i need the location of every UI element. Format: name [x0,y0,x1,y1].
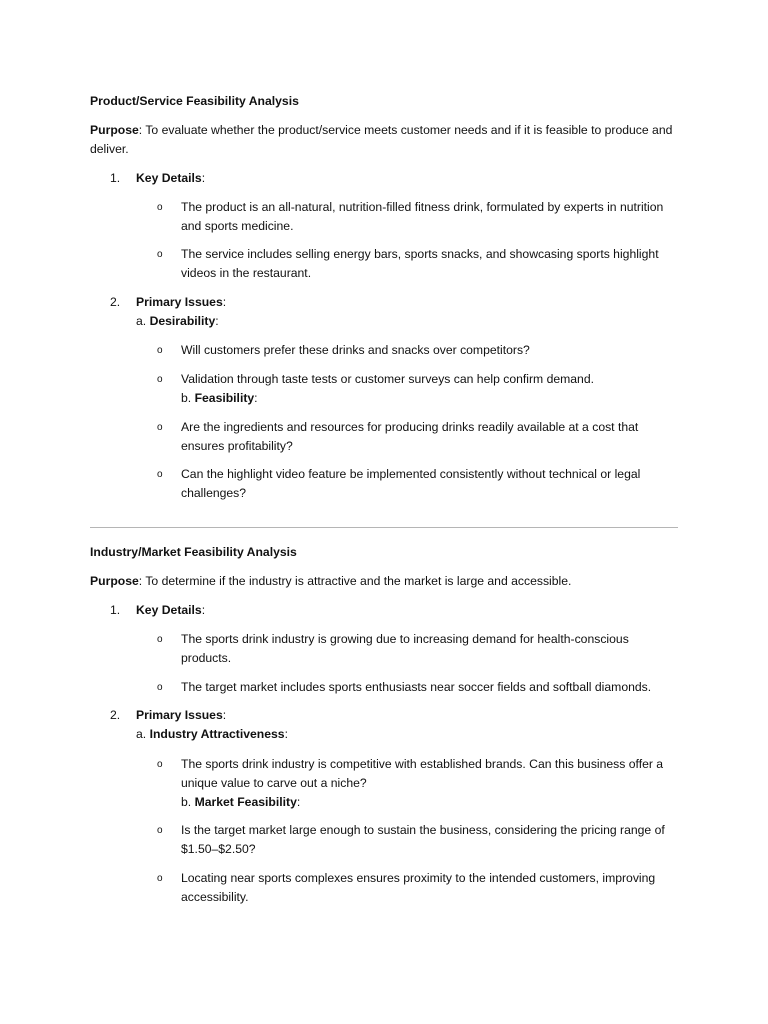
list-item: The target market includes sports enthusiasts near soccer fields and softball diamonds. [181,680,652,694]
key-details-heading: Key Details: [136,603,206,617]
list-item: Is the target market large enough to sustain the business, considering the pricing range of $1.50–$2.50? [181,823,665,856]
list-item: Can the highlight video feature be implemented consistently without technical or legal challenges? [181,467,641,500]
list-item: Will customers prefer these drinks and snacks over competitors? [181,343,530,357]
list-item: The product is an all-natural, nutrition-filled fitness drink, formulated by experts in nutrition and sports medicine. [181,200,664,233]
list-item: Are the ingredients and resources for producing drinks readily available at a cost that ensures profitability? [181,420,639,453]
section-1-title: Product/Service Feasibility Analysis [90,94,299,108]
key-details-heading: Key Details: [136,171,206,185]
industry-attractiveness-label: Industry Attractiveness [149,727,285,741]
list-number: 1. [110,171,121,185]
bullet-icon: o [157,422,163,433]
bullet-icon: o [157,634,163,645]
bullet-icon: o [157,345,163,356]
list-number: 2. [110,295,121,309]
purpose-text: : To evaluate whether the product/service meets customer needs and if it is feasible to produce and deliver. [90,123,673,156]
list-number: 2. [110,708,121,722]
bullet-icon: o [157,469,163,480]
primary-issues-heading: Primary Issues: a. Desirability: [136,295,227,328]
section-2-title: Industry/Market Feasibility Analysis [90,545,297,559]
section-2-purpose [90,572,680,591]
list-item: The sports drink industry is growing due to increasing demand for health-conscious products. [181,632,629,665]
bullet-icon: o [157,249,163,260]
list-item: The service includes selling energy bars, sports snacks, and showcasing sports highlight videos in the restaurant. [181,247,659,280]
purpose-label: Purpose [90,574,139,588]
bullet-icon: o [157,682,163,693]
list-item: Validation through taste tests or customer surveys can help confirm demand. b. Feasibility: [181,372,594,405]
feasibility-label: Feasibility [194,391,255,405]
list-number: 1. [110,603,121,617]
bullet-icon: o [157,202,163,213]
section-1-purpose [90,121,680,159]
primary-issues-heading: Primary Issues: a. Industry Attractiveness: [136,708,288,741]
section-divider [90,527,678,528]
purpose-label: Purpose [90,123,139,137]
list-item: The sports drink industry is competitive with established brands. Can this business offer a unique value to carve out a niche? b. Market Feasibility: [181,757,664,809]
purpose-text: : To determine if the industry is attractive and the market is large and accessible. [138,574,572,588]
bullet-icon: o [157,374,163,385]
bullet-icon: o [157,759,163,770]
market-feasibility-label: Market Feasibility [194,795,297,809]
desirability-label: Desirability [149,314,216,328]
list-item: Locating near sports complexes ensures proximity to the intended customers, improving accessibility. [181,871,656,904]
bullet-icon: o [157,825,163,836]
bullet-icon: o [157,873,163,884]
